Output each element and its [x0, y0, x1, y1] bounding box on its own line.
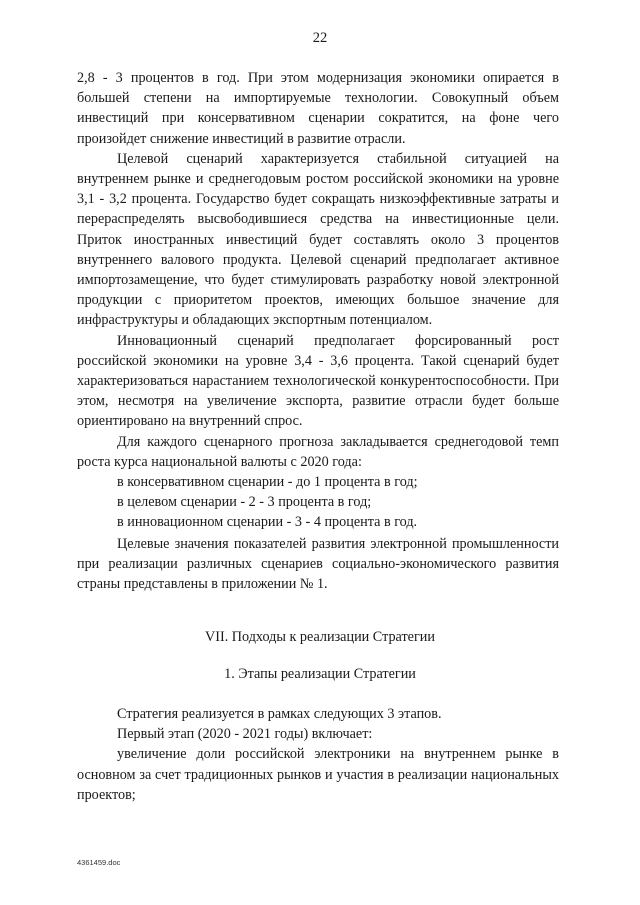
- stages-text-block: [77, 704, 559, 805]
- paragraph-conservative-end: 2,8 - 3 процентов в год. При этом модернизация экономики опирается в большей степени на импортируемые технологии. Совокупный объем инвестиций при консервативном сценарии сократится, на фоне чего произойдет снижение инвестиций в развитие отрасли.: [77, 70, 559, 147]
- page-number: 22: [312, 30, 328, 46]
- paragraph-stages-intro: Стратегия реализуется в рамках следующих 3 этапов.: [117, 706, 442, 722]
- section-heading: VII. Подходы к реализации Стратегии: [205, 629, 435, 645]
- paragraph-target-values: Целевые значения показателей развития электронной промышленности при реализации различных сценариев социально-экономического развития страны представлены в приложении № 1.: [77, 536, 559, 593]
- paragraph-target-scenario: Целевой сценарий характеризуется стабильной ситуацией на внутреннем рынке и среднегодовым ростом российской экономики на уровне 3,1 - 3,2 процента. Государство будет сокращать низкоэффективные затраты и перераспределять высвободившиеся средства на инвестиционные цели. Приток иностранных инвестиций будет составлять около 3 процентов внутреннего валового продукта. Целевой сценарий предполагает активное импортозамещение, что будет стимулировать разработку новой электронной продукции с приоритетом проектов, имеющих большое значение для инфраструктуры и обладающих экспортным потенциалом.: [77, 150, 559, 329]
- document-file-reference: 4361459.doc: [77, 858, 121, 867]
- paragraph-first-stage: Первый этап (2020 - 2021 годы) включает:: [117, 726, 373, 743]
- paragraph-innovative-scenario: Инновационный сценарий предполагает форсированный рост российской экономики на уровне 3,4 - 3,6 процента. Такой сценарий будет характеризоваться нарастанием технологической конкурентоспособности. При этом, несмотря на увеличение экспорта, развитие отрасли будет больше ориентировано на внутренний спрос.: [77, 332, 559, 430]
- scenarios-text-block: [77, 68, 559, 533]
- paragraph-first-stage-item: увеличение доли российской электроники на внутреннем рынке в основном за счет традиционных рынков и участия в реализации национальных проектов;: [77, 746, 559, 803]
- subsection-heading: 1. Этапы реализации Стратегии: [224, 666, 416, 682]
- paragraph-currency-forecast: Для каждого сценарного прогноза закладывается среднегодовой темп роста курса национальной валюты с 2020 года:: [77, 433, 559, 470]
- target-values-block: [77, 534, 559, 595]
- list-item-conservative: в консервативном сценарии - до 1 процента в год;: [117, 474, 418, 491]
- list-item-target: в целевом сценарии - 2 - 3 процента в год;: [117, 494, 372, 511]
- list-item-innovative: в инновационном сценарии - 3 - 4 процента в год.: [117, 514, 418, 531]
